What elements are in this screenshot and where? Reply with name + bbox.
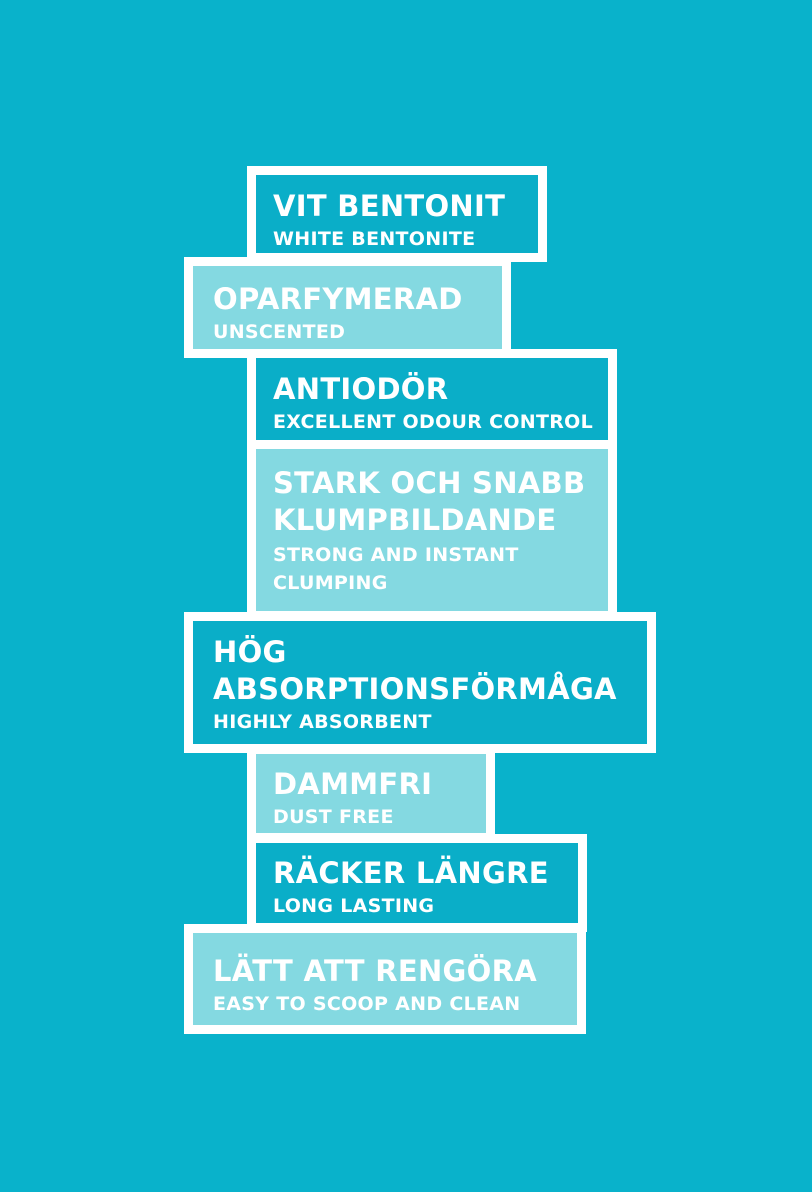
feature-title: STARK OCH SNABB KLUMPBILDANDE bbox=[273, 466, 586, 537]
feature-subtitle: EXCELLENT ODOUR CONTROL bbox=[273, 411, 594, 433]
feature-subtitle: DUST FREE bbox=[273, 806, 394, 828]
feature-title: DAMMFRI bbox=[273, 767, 433, 801]
feature-subtitle: UNSCENTED bbox=[213, 321, 346, 343]
feature-clumping bbox=[247, 440, 617, 620]
feature-odour-control bbox=[247, 349, 617, 449]
feature-white-bentonite bbox=[247, 166, 547, 262]
feature-subtitle: WHITE BENTONITE bbox=[273, 228, 476, 250]
feature-title: LÄTT ATT RENGÖRA bbox=[213, 954, 537, 988]
feature-long-lasting bbox=[247, 834, 587, 932]
feature-subtitle: EASY TO SCOOP AND CLEAN bbox=[213, 993, 521, 1015]
feature-subtitle: LONG LASTING bbox=[273, 895, 435, 917]
feature-subtitle: HIGHLY ABSORBENT bbox=[213, 711, 432, 733]
feature-title: RÄCKER LÄNGRE bbox=[273, 856, 549, 890]
feature-easy-clean bbox=[184, 924, 586, 1034]
feature-title: OPARFYMERAD bbox=[213, 282, 463, 316]
feature-subtitle: STRONG AND INSTANT CLUMPING bbox=[273, 544, 519, 594]
feature-title: HÖG ABSORPTIONSFÖRMÅGA bbox=[213, 635, 617, 706]
feature-title: VIT BENTONIT bbox=[273, 189, 506, 223]
feature-dust-free bbox=[247, 745, 495, 842]
feature-absorbent bbox=[184, 612, 656, 753]
feature-unscented bbox=[184, 257, 511, 358]
feature-title: ANTIODÖR bbox=[273, 372, 449, 406]
